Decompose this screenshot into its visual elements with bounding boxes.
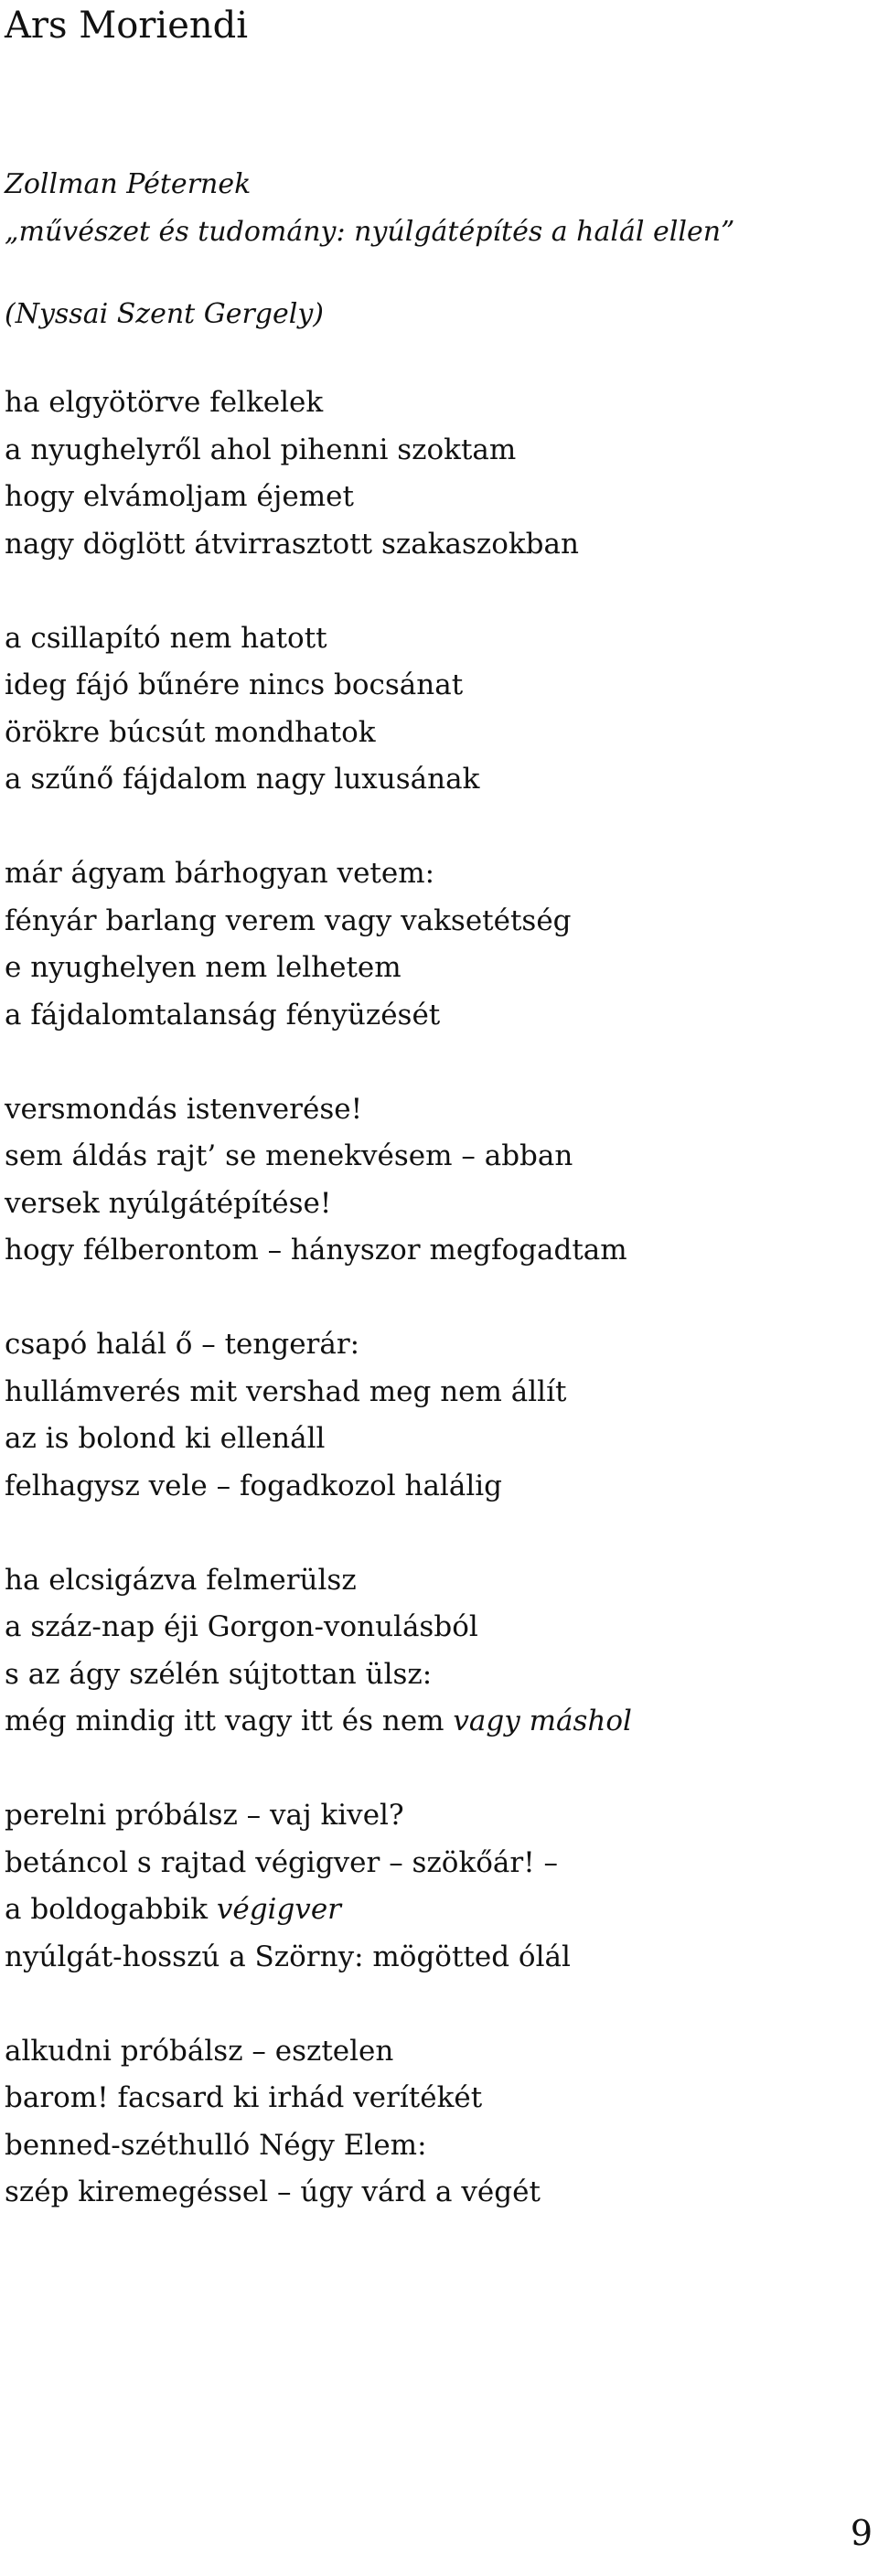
poem-line: versmondás istenverése! (5, 1092, 363, 1126)
stanza-4 (5, 1086, 873, 1275)
line-text: a boldogabbik (5, 1893, 217, 1926)
stanza-2 (5, 615, 873, 804)
line-text: még mindig itt vagy itt és nem (5, 1705, 454, 1737)
poem-line: a fájdalomtalanság fényüzését (5, 998, 441, 1031)
poem-line: örökre búcsút mondhatok (5, 715, 376, 749)
poem-line: csapó halál ő – tengerár: (5, 1328, 360, 1361)
poem-line: alkudni próbálsz – esztelen (5, 2034, 394, 2068)
dedication-quote: „művészet és tudomány: nyúlgátépítés a halál ellen” (5, 216, 735, 248)
stanza-7 (5, 1792, 873, 1981)
stanza-1 (5, 379, 873, 568)
poem-line: ha elgyötörve felkelek (5, 386, 324, 419)
dedication (5, 161, 734, 256)
poem-line: s az ágy szélén sújtottan ülsz: (5, 1657, 433, 1691)
poem-line: a csillapító nem hatott (5, 621, 327, 655)
poem-line-mixed (5, 1698, 873, 1746)
poem-line: a száz-nap éji Gorgon-vonulásból (5, 1610, 478, 1643)
stanza-8 (5, 2028, 873, 2217)
poem-line: hullámverés mit vershad meg nem állít (5, 1374, 567, 1408)
poem-line: hogy félberontom – hányszor megfogadtam (5, 1234, 627, 1267)
source-attribution: (Nyssai Szent Gergely) (5, 298, 324, 330)
poem-line: nagy döglött átvirrasztott szakaszokban (5, 527, 579, 561)
poem-body (5, 379, 873, 2263)
poem-line: perelni próbálsz – vaj kivel? (5, 1799, 404, 1832)
poem-line: a nyughelyről ahol pihenni szoktam (5, 433, 517, 466)
poem-line-mixed (5, 1887, 873, 1934)
poem-title: Ars Moriendi (5, 5, 249, 47)
dedication-name: Zollman Péternek (5, 168, 252, 200)
poem-line: nyúlgát-hosszú a Szörny: mögötted ólál (5, 1940, 571, 1973)
stanza-5 (5, 1321, 873, 1510)
poem-line: barom! facsard ki irhád verítékét (5, 2081, 483, 2114)
line-italic-text: vagy máshol (453, 1705, 632, 1737)
poem-line: szép kiremegéssel – úgy várd a végét (5, 2175, 541, 2208)
stanza-3 (5, 850, 873, 1039)
poem-line: hogy elvámoljam éjemet (5, 480, 354, 513)
poem-line: a szűnő fájdalom nagy luxusának (5, 763, 480, 796)
poem-line: az is bolond ki ellenáll (5, 1422, 326, 1455)
poem-line: versek nyúlgátépítése! (5, 1186, 332, 1220)
poem-line: ha elcsigázva felmerülsz (5, 1563, 357, 1597)
poem-line: fényár barlang verem vagy vaksetétség (5, 903, 572, 937)
poem-line: sem áldás rajt’ se menekvésem – abban (5, 1139, 573, 1172)
poem-line: benned-széthulló Négy Elem: (5, 2128, 427, 2162)
poem-line: e nyughelyen nem lelhetem (5, 951, 402, 984)
poem-line: felhagysz vele – fogadkozol halálig (5, 1469, 502, 1502)
poem-line: ideg fájó bűnére nincs bocsánat (5, 668, 464, 701)
poem-line: betáncol s rajtad végigver – szökőár! – (5, 1845, 559, 1879)
poem-line: már ágyam bárhogyan vetem: (5, 857, 435, 890)
page-number: 9 (850, 2513, 873, 2553)
stanza-6 (5, 1557, 873, 1746)
line-italic-text: végigver (216, 1893, 341, 1926)
